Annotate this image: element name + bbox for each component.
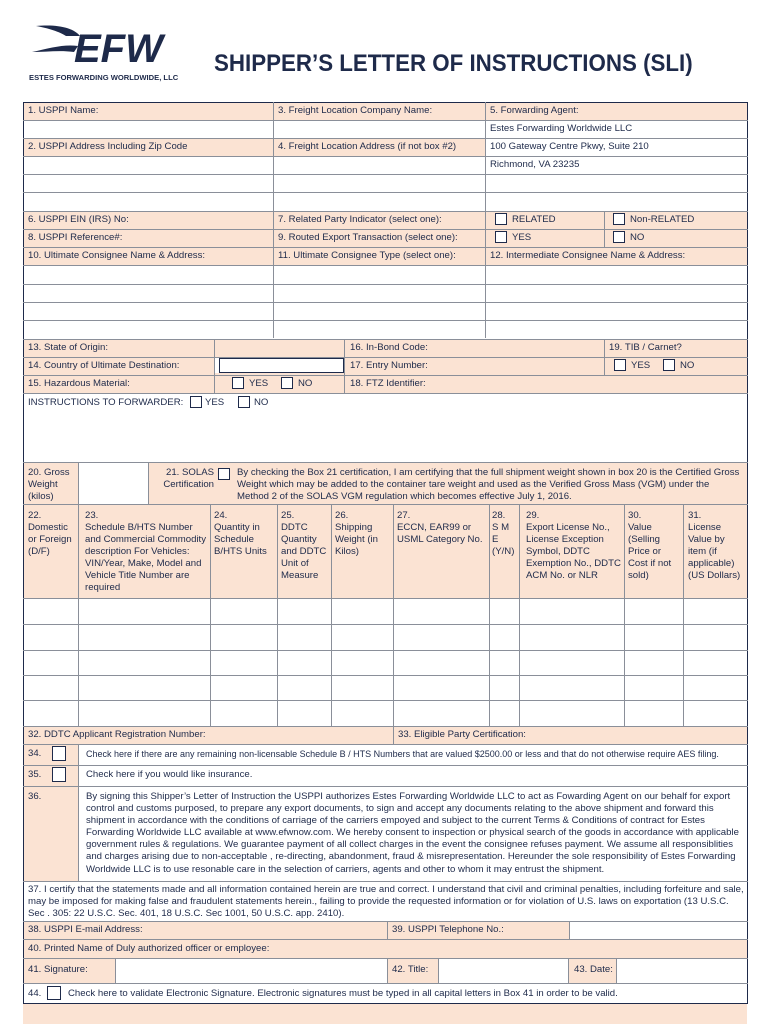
table-row[interactable] (24, 599, 747, 624)
col-24-header: 24. Quantity in Schedule B/HTS Units (214, 510, 267, 557)
field-7-label: 7. Related Party Indicator (select one): (278, 214, 442, 225)
instructions-label: INSTRUCTIONS TO FORWARDER: (28, 397, 184, 408)
field-13-label: 13. State of Origin: (28, 342, 108, 353)
non-related-label: Non-RELATED (630, 214, 695, 225)
field-34-number: 34. (28, 748, 42, 759)
table-row[interactable] (24, 651, 747, 675)
instructions-yes-label: YES (205, 397, 225, 408)
hazmat-yes-checkbox[interactable] (232, 377, 244, 389)
efw-logo (30, 22, 180, 72)
field-2-label: 2. USPPI Address Including Zip Code (28, 141, 188, 152)
field-33-label: 33. Eligible Party Certification: (398, 729, 526, 740)
usppi-name-input[interactable] (24, 121, 273, 138)
field-42-label: 42. Title: (392, 964, 429, 975)
agent-line-3: Richmond, VA 23235 (490, 159, 580, 170)
instructions-yes-checkbox[interactable] (190, 396, 202, 408)
agent-line-1: Estes Forwarding Worldwide LLC (490, 123, 633, 134)
instructions-no-checkbox[interactable] (238, 396, 250, 408)
field-44-text: Check here to validate Electronic Signature. Electronic signatures must be typed in all capital letters in Box 41 in order to be valid. (68, 988, 618, 999)
table-row[interactable] (24, 625, 747, 650)
routed-yes-label: YES (512, 232, 532, 243)
col-28-header: 28. S M E (Y/N) (492, 510, 515, 557)
field-40-label: 40. Printed Name of Duly authorized officer or employee: (28, 943, 270, 954)
field-12-label: 12. Intermediate Consignee Name & Address: (490, 250, 686, 261)
table-row[interactable] (24, 701, 747, 726)
field-17-label: 17. Entry Number: (350, 360, 428, 371)
field-43-label: 43. Date: (574, 964, 613, 975)
field-34-text: Check here if there are any remaining non-licensable Schedule B / HTS Numbers that are valued $2500.00 or less and that do not otherwise require AES filing. (86, 749, 719, 759)
routed-no-checkbox[interactable] (613, 231, 625, 243)
gross-weight-input[interactable] (79, 463, 148, 504)
col-30-header: 30. Value (Selling Price or Cost if not sold) (628, 510, 672, 581)
date-input[interactable] (617, 959, 747, 983)
page-title: SHIPPER’S LETTER OF INSTRUCTIONS (SLI) (214, 50, 693, 77)
field-44-number: 44. (28, 988, 42, 999)
field-36-text: By signing this Shipper’s Letter of Instruction the USPPI authorizes Estes Forwarding Worldwide LLC to act as Fowarding Agent on our behalf for export control and customs purposed, to prepare any export documents, to sign and accept any documents relating to the above shipment and forward this shipment in accordance with the conditions of carriage of the carriers empoyed and subject to the current Terms & Conditions of contract for Estes Forwarding Worldwide LLC available at www.efwnow.com. We hereby consent to inspection or physical search of the goods in accordance with applicable government rules & regulations. We guarantee payment of all collect charges in the event the consignee refuses payment. We assume all responsiblities and charges arising due to non-acceptable , re-directing, abandonment, fraud & misrepresentation. Hereunder the sole responsibility of Estes Forwarding Worldwide LLC is to use resonable care in the selection of carriers, agents and other to whom it may entrust the shipment. (86, 791, 739, 875)
company-name: ESTES FORWARDING WORLDWIDE, LLC (29, 73, 179, 82)
usppi-address-input[interactable] (24, 157, 273, 211)
col-22-header: 22. Domestic or Foreign (D/F) (28, 510, 72, 557)
field-3-label: 3. Freight Location Company Name: (278, 105, 433, 116)
related-label: RELATED (512, 214, 556, 225)
field-4-label: 4. Freight Location Address (if not box #2) (278, 141, 457, 152)
col-29-header: 29. Export License No., License Exception Symbol, DDTC Exemption No., DDTC ACM No. or NLR (526, 510, 621, 581)
routed-yes-checkbox[interactable] (495, 231, 507, 243)
field-20-label: 20. Gross Weight (kilos) (28, 467, 70, 502)
field-6-label: 6. USPPI EIN (IRS) No: (28, 214, 129, 225)
table-row[interactable] (24, 676, 747, 700)
field-37-text: 37. I certify that the statements made and all information contained herein are true and correct. I understand that civil and criminal penalties, including forfeiture and sale, may be imposed for making false and fraudulent statements herein., failing to provide the requested information or for violation of U.S. laws on exportation (13 U.S.C. Sec . 305: 22 U.S.C. Sec. 401, 18 U.S.C. Sec 1001, 50 U.S.C. app. 2410). (28, 884, 744, 919)
field-14-label: 14. Country of Ultimate Destination: (28, 360, 180, 371)
tib-yes-checkbox[interactable] (614, 359, 626, 371)
field-15-label: 15. Hazardous Material: (28, 378, 130, 389)
tib-no-checkbox[interactable] (663, 359, 675, 371)
solas-text: By checking the Box 21 certification, I am certifying that the full shipment weight shown in box 20 is the Certified Gross Weight which may be added to the container tare weight and used as the Verified Gross Mass (VGM) under the Method 2 of the SOLAS VGM regulation which becomes effective July 1, 2016. (237, 467, 740, 502)
hazmat-no-checkbox[interactable] (281, 377, 293, 389)
col-25-header: 25. DDTC Quantity and DDTC Unit of Measure (281, 510, 327, 581)
field-35-number: 35. (28, 769, 42, 780)
non-related-checkbox[interactable] (613, 213, 625, 225)
destination-country-input[interactable] (219, 358, 344, 373)
field-19-label: 19. TIB / Carnet? (609, 342, 682, 353)
svg-text:EFW: EFW (74, 27, 163, 71)
field-11-label: 11. Ultimate Consignee Type (select one): (278, 250, 456, 261)
electronic-signature-checkbox[interactable] (47, 986, 61, 1000)
field-38-label: 38. USPPI E-mail Address: (28, 924, 143, 935)
title-input[interactable] (439, 959, 568, 983)
col-31-header: 31. License Value by item (if applicable) (US Dollars) (688, 510, 741, 581)
col-23-header: 23. Schedule B/HTS Number and Commercial Commodity description For Vehicles: VIN/Year, Make, Model and Vehicle Title Number are required (85, 510, 207, 593)
field-36-number: 36. (28, 791, 42, 802)
signature-input[interactable] (116, 959, 387, 983)
col-26-header: 26. Shipping Weight (in Kilos) (335, 510, 379, 557)
solas-checkbox[interactable] (218, 468, 230, 480)
field-18-label: 18. FTZ Identifier: (350, 378, 426, 389)
instructions-input[interactable] (24, 412, 747, 462)
hazmat-yes-label: YES (249, 378, 269, 389)
field-21-label: 21. SOLAS Certification (163, 467, 214, 490)
instructions-no-label: NO (254, 397, 269, 408)
insurance-checkbox[interactable] (52, 767, 66, 782)
tib-no-label: NO (680, 360, 695, 371)
routed-no-label: NO (630, 232, 645, 243)
field-9-label: 9. Routed Export Transaction (select one): (278, 232, 458, 243)
col-27-header: 27. ECCN, EAR99 or USML Category No. (397, 510, 483, 545)
tib-yes-label: YES (631, 360, 651, 371)
field-10-label: 10. Ultimate Consignee Name & Address: (28, 250, 206, 261)
field-39-label: 39. USPPI Telephone No.: (392, 924, 504, 935)
field-41-label: 41. Signature: (28, 964, 88, 975)
freight-location-address-input[interactable] (274, 157, 485, 211)
field-16-label: 16. In-Bond Code: (350, 342, 428, 353)
related-checkbox[interactable] (495, 213, 507, 225)
field-5-label: 5. Forwarding Agent: (490, 105, 579, 116)
field-34-checkbox[interactable] (52, 746, 66, 761)
field-35-text: Check here if you would like insurance. (86, 769, 253, 780)
agent-line-2: 100 Gateway Centre Pkwy, Suite 210 (490, 141, 649, 152)
field-1-label: 1. USPPI Name: (28, 105, 99, 116)
field-8-label: 8. USPPI Reference#: (28, 232, 123, 243)
field-32-label: 32. DDTC Applicant Registration Number: (28, 729, 206, 740)
telephone-input[interactable] (570, 922, 747, 939)
hazmat-no-label: NO (298, 378, 313, 389)
freight-location-company-input[interactable] (274, 121, 485, 138)
